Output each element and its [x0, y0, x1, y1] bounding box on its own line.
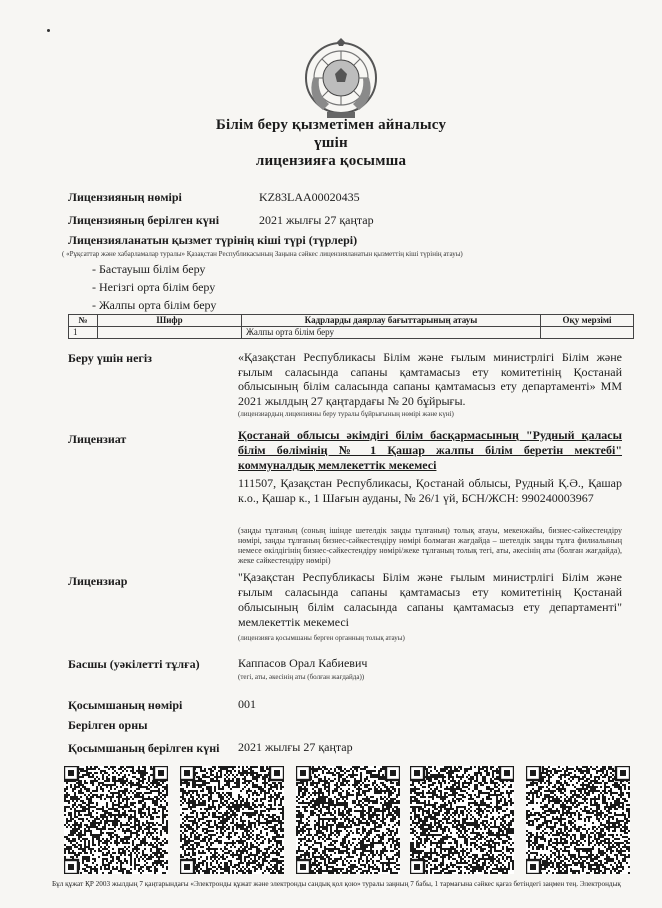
qr-code-icon [180, 766, 284, 874]
licensor-label: Лицензиар [68, 574, 128, 588]
row-code [98, 327, 242, 339]
table-row [69, 327, 634, 339]
licensee-label: Лицензиат [68, 432, 127, 446]
col-number-header: № [69, 315, 98, 327]
licensor-value: "Қазақстан Республикасы Білім және ғылым министрлігі Білім және ғылым саласында сапаны қамтамасыз ету комитетінің Қостанай облысының білім саласында сапаны қамтамасыз ету департаменті" мемлекеттік мекемесі [238, 570, 622, 629]
license-number-value: KZ83LAA00020435 [259, 190, 360, 204]
basis-label: Беру үшін негіз [68, 351, 152, 365]
head-label: Басшы (уәкілетті тұлға) [68, 657, 200, 671]
basis-note: (лицензиардың лицензияны беру туралы бұйрығының нөмірі және күні) [238, 410, 454, 418]
license-date-value: 2021 жылғы 27 қаңтар [259, 213, 374, 227]
col-name-header: Кадрларды даярлау бағыттарының атауы [242, 315, 541, 327]
document-title-line1: Білім беру қызметімен айналысу [215, 117, 447, 133]
qr-code-icon [296, 766, 400, 874]
specialty-table [68, 314, 634, 339]
appendix-date-label: Қосымшаның берілген күні [68, 741, 220, 755]
row-number: 1 [69, 327, 98, 339]
activity-item: - Негізгі орта білім беру [92, 280, 216, 294]
col-term-header: Оқу мерзімі [541, 315, 634, 327]
document-title-line3: лицензияға қосымша [255, 153, 407, 169]
document-title-line2: үшін [314, 135, 348, 151]
licensee-address: 111507, Қазақстан Республикасы, Қостанай облысы, Рудный Қ.Ә., Қашар к.о., Қашар к., 1 Шағын ауданы, № 26/1 үй, БСН/ЖСН: 990240003967 [238, 476, 622, 505]
activity-item: - Бастауыш білім беру [92, 262, 206, 276]
licensor-note: (лицензияға қосымшаны берген органның толық атауы) [238, 634, 405, 642]
licensee-note: (заңды тұлғаның (соның ішінде шетелдік заңды тұлғаның) толық атауы, мекенжайы, бизнес-сәйкестендіру нөмірі, заңды тұлғаның бизнес-сәйкестендіру нөмірі болмаған жағдайда – шетелдік заңды тұлға филиалының немесе өкілдігінің бизнес-сәйкестендіру нөмірі/жеке тұлғаның толық тегі, аты, әкесінің аты (болған жағдайда), жеке сәйкестендіру нөмірі) [238, 526, 622, 565]
row-name: Жалпы орта білім беру [242, 327, 541, 339]
head-note: (тегі, аты, әкесінің аты (болған жағдайда)) [238, 673, 365, 681]
appendix-date-value: 2021 жылғы 27 қаңтар [238, 740, 353, 754]
licensee-name: Қостанай облысы әкімдігі білім басқармасының "Рудный қаласы білім бөлімінің № 1 Қашар жалпы білім беретін мектебі" коммуналдық мемлекеттік мекемесі [238, 428, 622, 472]
appendix-number-label: Қосымшаның нөмірі [68, 698, 183, 712]
basis-value: «Қазақстан Республикасы Білім және ғылым министрлігі Білім және ғылым саласында сапаны қамтамасыз ету комитетінің Қостанай облысының білім саласында сапаны қамтамасыз ету департаменті» ММ 2021 жылдың 27 қаңтардағы № 20 бұйрығы. [238, 350, 622, 408]
activity-item: - Жалпы орта білім беру [92, 298, 217, 312]
state-emblem-icon [301, 38, 381, 122]
footer-legal-note: Бұл құжат ҚР 2003 жылдың 7 қаңтарындағы «Электронды құжат және электронды сандық қол қою» туралы заңның 7 бабы, 1 тармағына сәйкес қағаз бетіндегі заңмен тең. Электрондық [52, 880, 621, 888]
appendix-number-value: 001 [238, 697, 256, 711]
license-number-label: Лицензияның нөмірі [68, 190, 182, 204]
col-code-header: Шифр [98, 315, 242, 327]
row-term [541, 327, 634, 339]
qr-code-icon [526, 766, 630, 874]
scan-mark [47, 29, 50, 32]
head-value: Каппасов Орал Кабиевич [238, 656, 368, 670]
qr-code-icon [410, 766, 514, 874]
license-date-label: Лицензияның берілген күні [68, 213, 220, 227]
activity-label: Лицензияланатын қызмет түрінің кіші түрі (түрлері) [68, 233, 358, 247]
table-header-row [69, 315, 634, 327]
activity-note: ( «Рұқсаттар және хабарламалар туралы» Қазақстан Республикасының Заңына сәйкес лицензияланатын қызметтің кіші түрінің атауы) [62, 250, 463, 258]
issue-place-label: Берілген орны [68, 718, 148, 732]
qr-code-icon [64, 766, 168, 874]
